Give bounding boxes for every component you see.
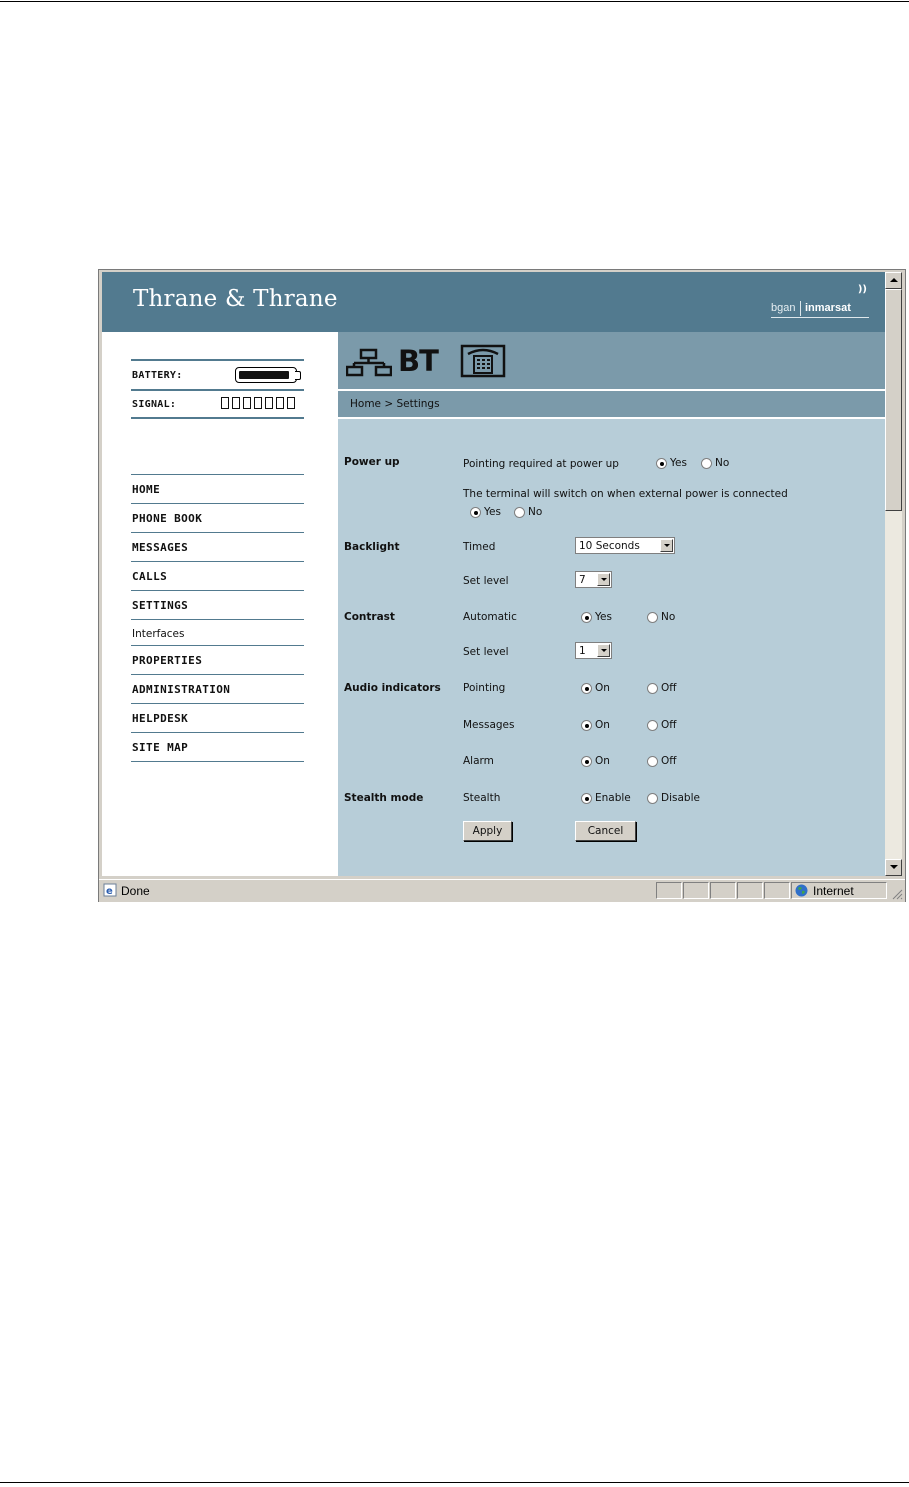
breadcrumb-bar (338, 391, 885, 417)
scroll-thumb[interactable] (885, 289, 902, 511)
signal-bar (221, 397, 229, 409)
contrast-automatic-no[interactable]: No (647, 611, 675, 623)
security-zone: Internet (813, 884, 854, 898)
backlight-level-select[interactable]: 7 (575, 571, 612, 588)
nav-administration[interactable]: ADMINISTRATION (132, 683, 231, 696)
header-banner (102, 272, 885, 332)
contrast-level-label: Set level (463, 646, 509, 658)
audio-messages-on[interactable]: On (581, 719, 610, 731)
scroll-down-icon[interactable] (885, 859, 902, 876)
signal-waves-icon: )) (857, 284, 867, 295)
web-page (102, 272, 885, 876)
svg-text:e: e (106, 886, 113, 897)
chevron-down-icon[interactable] (597, 644, 610, 657)
audio-pointing-off[interactable]: Off (647, 682, 677, 694)
signal-label: SIGNAL: (132, 399, 177, 410)
backlight-timed-select[interactable]: 10 Seconds (575, 537, 675, 554)
chevron-down-icon[interactable] (660, 539, 673, 552)
nav-home[interactable]: HOME (132, 483, 161, 496)
breadcrumb: Home > Settings (350, 398, 440, 410)
signal-bar (265, 397, 273, 409)
vertical-scrollbar[interactable] (885, 272, 902, 876)
signal-strength-icon (221, 397, 295, 409)
signal-bar (232, 397, 240, 409)
external-power-yes[interactable]: Yes (470, 506, 501, 518)
nav-settings[interactable]: SETTINGS (132, 599, 189, 612)
sidebar (102, 332, 338, 876)
scroll-up-icon[interactable] (885, 272, 902, 289)
browser-window (98, 269, 906, 902)
battery-level-fill (239, 371, 289, 379)
signal-bar (287, 397, 295, 409)
nav-helpdesk[interactable]: HELPDESK (132, 712, 189, 725)
signal-bar (254, 397, 262, 409)
section-contrast: Contrast (344, 611, 395, 623)
section-audio-indicators: Audio indicators (344, 682, 441, 694)
contrast-automatic-label: Automatic (463, 611, 517, 623)
pointing-required-no[interactable]: No (701, 457, 729, 469)
audio-alarm-on[interactable]: On (581, 755, 610, 767)
bluetooth-bt-icon[interactable]: BT (398, 344, 438, 378)
nav-site-map[interactable]: SITE MAP (132, 741, 189, 754)
chevron-down-icon[interactable] (597, 573, 610, 586)
cancel-button[interactable]: Cancel (575, 821, 636, 841)
page-done-icon (103, 883, 117, 897)
nav-interfaces[interactable]: Interfaces (132, 628, 185, 640)
audio-pointing-on[interactable]: On (581, 682, 610, 694)
nav-calls[interactable]: CALLS (132, 570, 168, 583)
browser-status-bar (99, 879, 905, 902)
section-power-up: Power up (344, 456, 400, 468)
backlight-level-label: Set level (463, 575, 509, 587)
lan-network-icon[interactable] (346, 348, 392, 378)
audio-alarm-label: Alarm (463, 755, 494, 767)
signal-bar (243, 397, 251, 409)
audio-messages-label: Messages (463, 719, 515, 731)
signal-bar (276, 397, 284, 409)
nav-properties[interactable]: PROPERTIES (132, 654, 203, 667)
audio-alarm-off[interactable]: Off (647, 755, 677, 767)
internet-zone-globe-icon (795, 884, 808, 897)
nav-phone-book[interactable]: PHONE BOOK (132, 512, 203, 525)
section-stealth-mode: Stealth mode (344, 792, 424, 804)
bgan-inmarsat-logo (771, 284, 869, 318)
contrast-automatic-yes[interactable]: Yes (581, 611, 612, 623)
settings-form (338, 419, 885, 876)
pointing-required-yes[interactable]: Yes (656, 457, 687, 469)
audio-messages-off[interactable]: Off (647, 719, 677, 731)
nav-messages[interactable]: MESSAGES (132, 541, 189, 554)
audio-pointing-label: Pointing (463, 682, 506, 694)
brand-title: Thrane & Thrane (133, 286, 338, 312)
external-power-no[interactable]: No (514, 506, 542, 518)
battery-icon (235, 367, 301, 383)
stealth-enable[interactable]: Enable (581, 792, 631, 804)
stealth-label: Stealth (463, 792, 501, 804)
page-top-rule (0, 1, 909, 2)
pointing-required-label: Pointing required at power up (463, 458, 619, 470)
backlight-timed-label: Timed (463, 541, 496, 553)
external-power-label: The terminal will switch on when external power is connected (463, 488, 788, 500)
contrast-level-select[interactable]: 1 (575, 642, 612, 659)
telephone-icon[interactable] (460, 344, 506, 378)
logo-bgan: bgan (771, 302, 796, 314)
page-bottom-rule (0, 1482, 909, 1483)
resize-grip-icon[interactable] (891, 888, 903, 900)
apply-button[interactable]: Apply (463, 821, 512, 841)
logo-inmarsat: inmarsat (805, 302, 851, 314)
stealth-disable[interactable]: Disable (647, 792, 700, 804)
status-text: Done (121, 884, 150, 898)
interface-icon-bar (338, 332, 885, 389)
section-backlight: Backlight (344, 541, 400, 553)
battery-label: BATTERY: (132, 370, 183, 381)
